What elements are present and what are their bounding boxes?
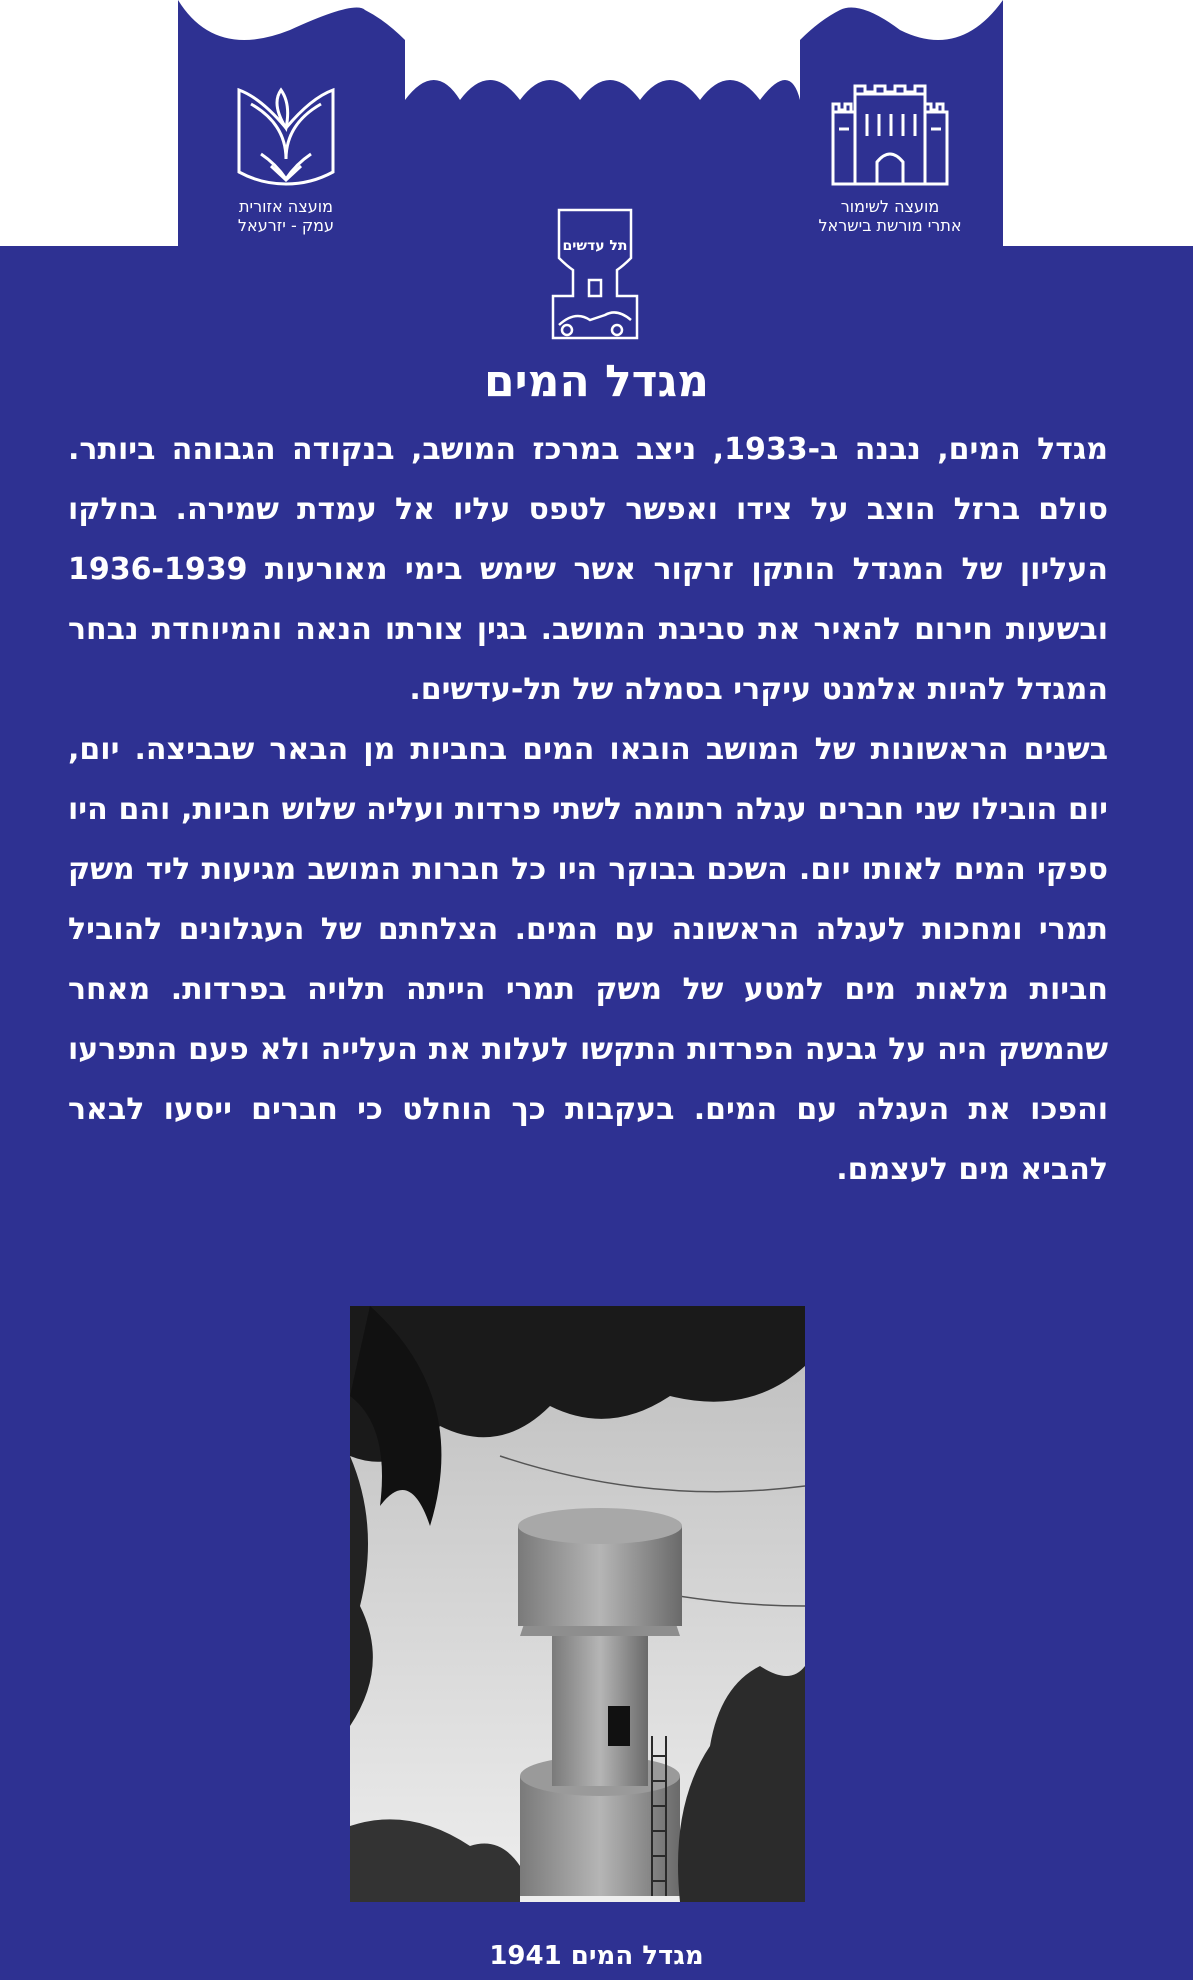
flower-emblem-icon [231,84,341,189]
left-logo-caption [206,197,366,235]
right-logo-line1: מועצה לשימור [840,197,940,216]
historical-photo [350,1306,805,1902]
water-tower-emblem-icon [545,200,645,345]
paragraph-2: בשנים הראשונות של המושב הובאו המים בחביות מן הבאר שבביצה. יום, יום הובילו שני חברים עגלה רתומה לשתי פרדות ועליה שלוש חביות, והם היו ספקי המים לאותו יום. השכם בבוקר היו כל חברות המושב מגיעות ליד משק תמרי ומחכות לעגלה הראשונה עם המים. הצלחתם של העגלונים להוביל חביות מלאות מים למטע של משק תמרי הייתה תלויה בפרדות. מאחר שהמשק היה על גבעה הפרדות התקשו לעלות את העלייה ולא פעם התפרעו והפכו את העגלה עם המים. בעקבות כך הוחלט כי חברים ייסעו לבאר להביא מים לעצמם. [68,732,1108,1187]
emblem-text: תל עדשים [562,238,628,254]
page-title: מגדל המים [484,356,709,407]
water-tower-photo-illustration [350,1306,805,1902]
heritage-council-logo [800,84,980,235]
left-logo-line2: עמק - יזרעאל [237,216,335,235]
body-text [68,420,1108,1200]
right-logo-line2: אתרי מורשת בישראל [818,216,962,235]
castle-building-icon [825,84,955,189]
tel-adashim-emblem [545,200,645,349]
photo-caption: מגדל המים 1941 [489,1941,704,1971]
right-logo-caption [800,197,980,235]
paragraph-1: מגדל המים, נבנה ב-1933, ניצב במרכז המושב, בנקודה הגבוהה ביותר. סולם ברזל הוצב על צידו ואפשר לטפס עליו אל עמדת שמירה. בחלקו העליון של המגדל הותקן זרקור אשר שימש בימי מאורעות 1936-1939 ובשעות חירום להאיר את סביבת המושב. בגין צורתו הנאה והמיוחדת נבחר המגדל להיות אלמנט עיקרי בסמלה של תל-עדשים. [68,432,1109,707]
left-logo-line1: מועצה אזורית [239,197,333,216]
emek-yizrael-logo [206,84,366,235]
